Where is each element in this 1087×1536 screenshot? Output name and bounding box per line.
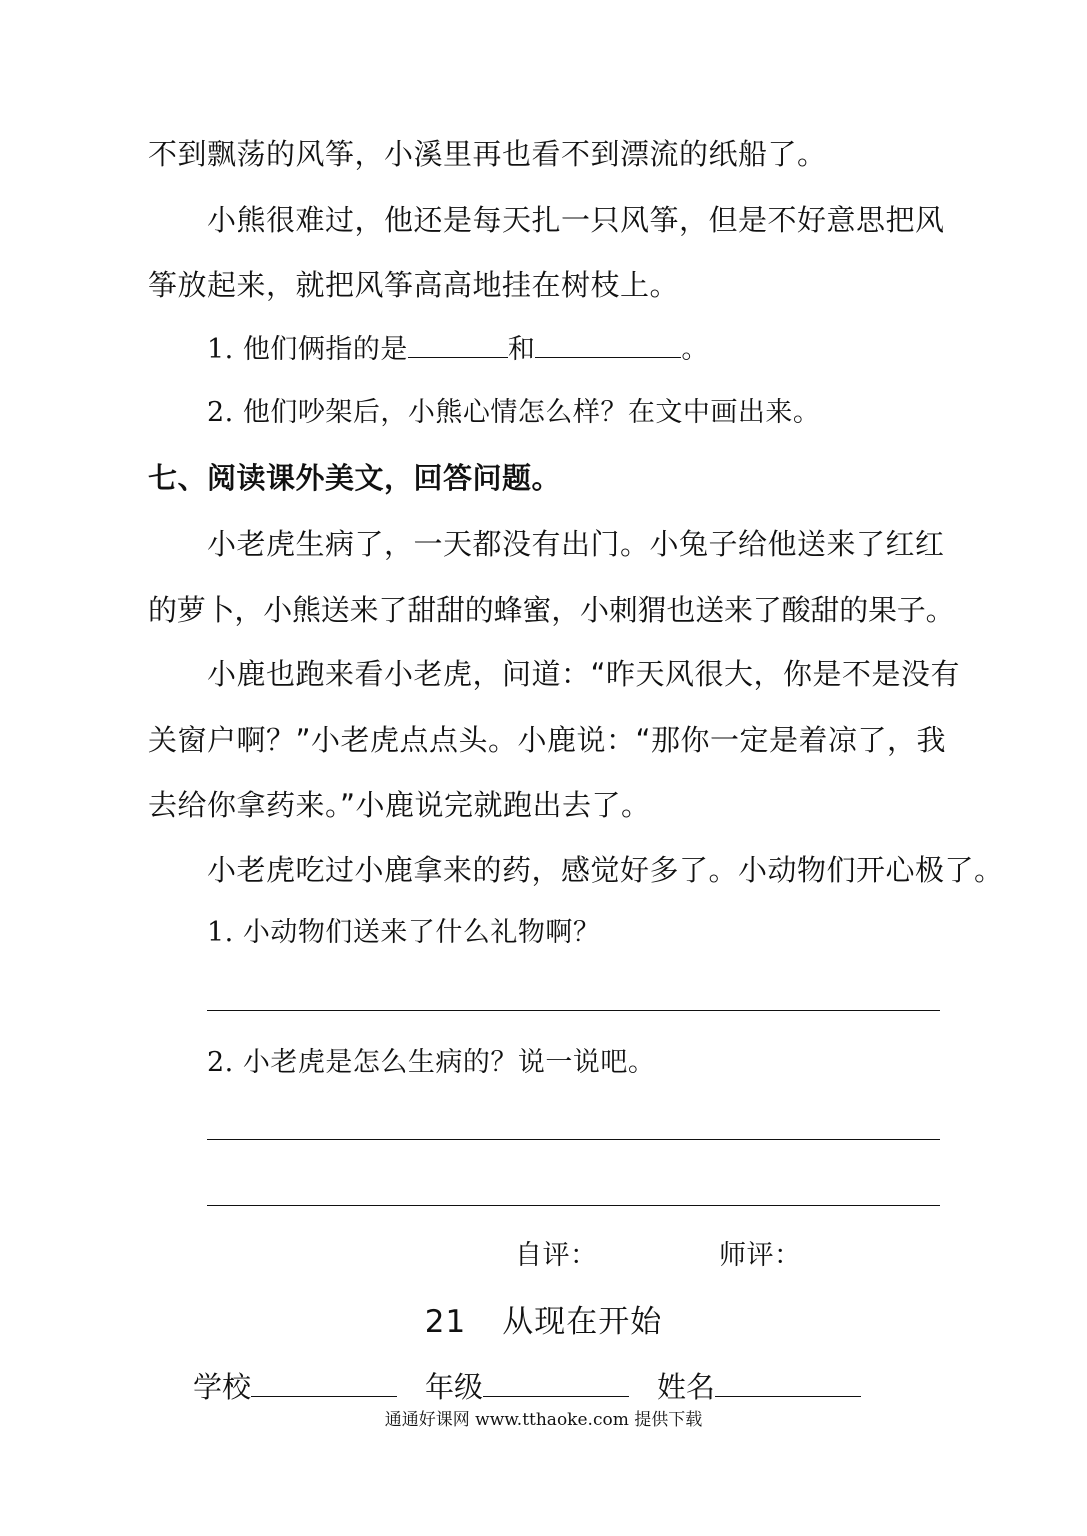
page-footer: 通通好课网 www.tthaoke.com 提供下载	[384, 1410, 703, 1430]
lesson-number: 21	[424, 1304, 467, 1340]
grade-label: 年级	[425, 1370, 484, 1404]
question-6-1-prefix: 1. 他们俩指的是	[207, 334, 408, 365]
question-7-2: 2. 小老虎是怎么生病的？说一说吧。	[207, 1047, 656, 1078]
student-info-fields	[193, 1366, 861, 1407]
paragraph-bear-sad-line1: 小熊很难过，他还是每天扎一只风筝，但是不好意思把风	[207, 203, 945, 237]
teacher-evaluation-label: 师评：	[719, 1240, 802, 1271]
story-paragraph-3: 小老虎吃过小鹿拿来的药，感觉好多了。小动物们开心极了。	[207, 853, 1004, 887]
paragraph-bear-sad-line2: 筝放起来，就把风筝高高地挂在树枝上。	[148, 268, 680, 302]
question-6-2: 2. 他们吵架后，小熊心情怎么样？在文中画出来。	[207, 397, 821, 428]
school-label: 学校	[193, 1370, 252, 1404]
school-blank[interactable]	[251, 1366, 397, 1397]
answer-line-2[interactable]	[207, 1139, 940, 1140]
question-6-1-middle: 和	[507, 334, 536, 365]
answer-line-3[interactable]	[207, 1205, 940, 1206]
answer-line-1[interactable]	[207, 1010, 940, 1011]
section-7-heading: 七、阅读课外美文，回答问题。	[148, 461, 562, 495]
paragraph-continuation: 不到飘荡的风筝，小溪里再也看不到漂流的纸船了。	[148, 137, 827, 171]
story-paragraph-2-line2: 关窗户啊？”小老虎点点头。小鹿说：“那你一定是着凉了，我	[148, 723, 947, 757]
story-paragraph-2-line1: 小鹿也跑来看小老虎，问道：“昨天风很大，你是不是没有	[207, 657, 961, 691]
lesson-title	[0, 1300, 1087, 1344]
question-6-1-suffix: 。	[681, 334, 709, 365]
story-paragraph-2-line3: 去给你拿药来。”小鹿说完就跑出去了。	[148, 788, 651, 822]
grade-blank[interactable]	[483, 1366, 629, 1397]
question-7-1: 1. 小动物们送来了什么礼物啊？	[207, 917, 601, 948]
name-blank[interactable]	[715, 1366, 861, 1397]
lesson-name: 从现在开始	[502, 1304, 663, 1340]
question-6-1	[207, 327, 709, 370]
answer-blank-2[interactable]	[535, 327, 681, 358]
answer-blank-1[interactable]	[408, 327, 508, 358]
name-label: 姓名	[657, 1370, 716, 1404]
self-evaluation-label: 自评：	[515, 1240, 598, 1271]
story-paragraph-1-line2: 的萝卜，小熊送来了甜甜的蜂蜜，小刺猬也送来了酸甜的果子。	[148, 593, 955, 627]
story-paragraph-1-line1: 小老虎生病了，一天都没有出门。小兔子给他送来了红红	[207, 527, 945, 561]
